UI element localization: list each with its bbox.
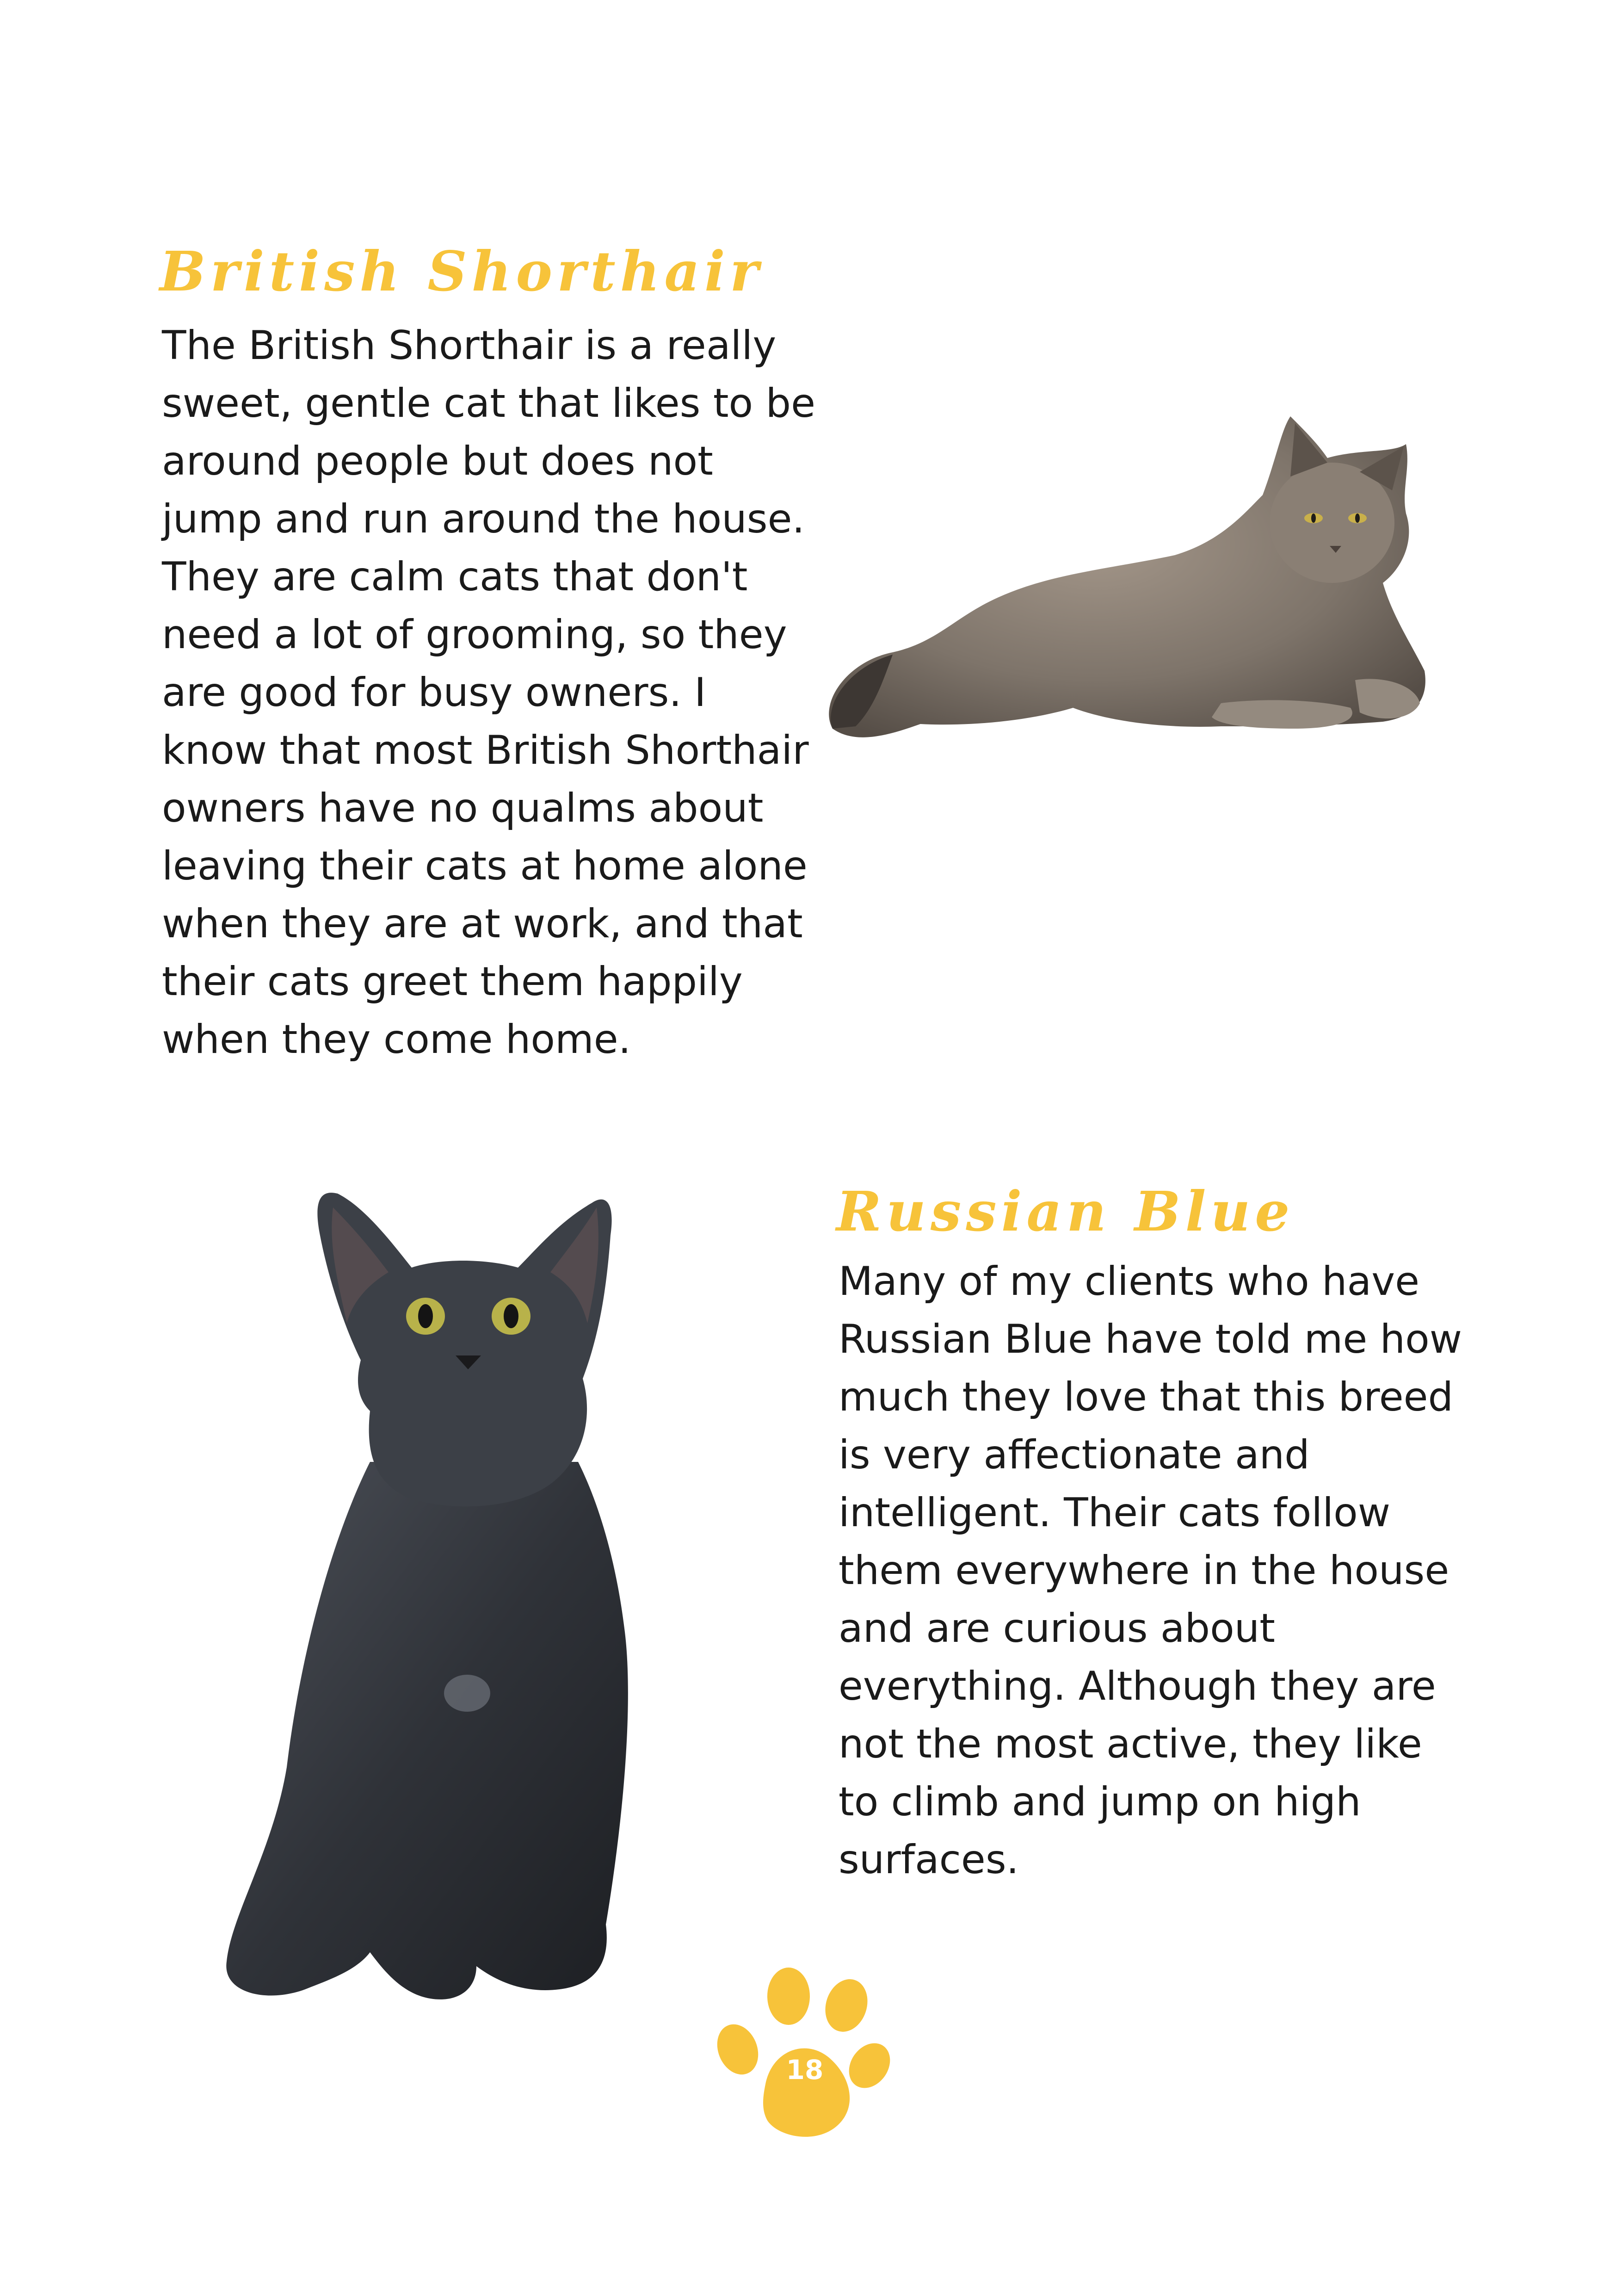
russian-blue-description: Many of my clients who have Russian Blue have told me how much they love that this breed is very affectionate and intelligent. Their cats follow them everywhere in the house and are curious about everything. Although they are not the most active, they like to climb and jump on high surfaces.: [839, 1258, 1462, 1883]
british-shorthair-heading: British Shorthair: [160, 239, 764, 303]
page-number: 18: [786, 2054, 824, 2086]
russian-blue-heading: Russian Blue: [836, 1179, 1295, 1244]
british-shorthair-photo: [814, 402, 1443, 754]
russian-blue-photo: [217, 1166, 680, 2008]
british-shorthair-description: The British Shorthair is a really sweet, gentle cat that likes to be around people but does not jump and run around the house. They are calm cats that don't need a lot of grooming, so they are good for busy owners. I know that most British Shorthair owners have no qualms about leaving their cats at home alone when they are at work, and that their cats greet them happily when they come home.: [162, 322, 815, 1063]
